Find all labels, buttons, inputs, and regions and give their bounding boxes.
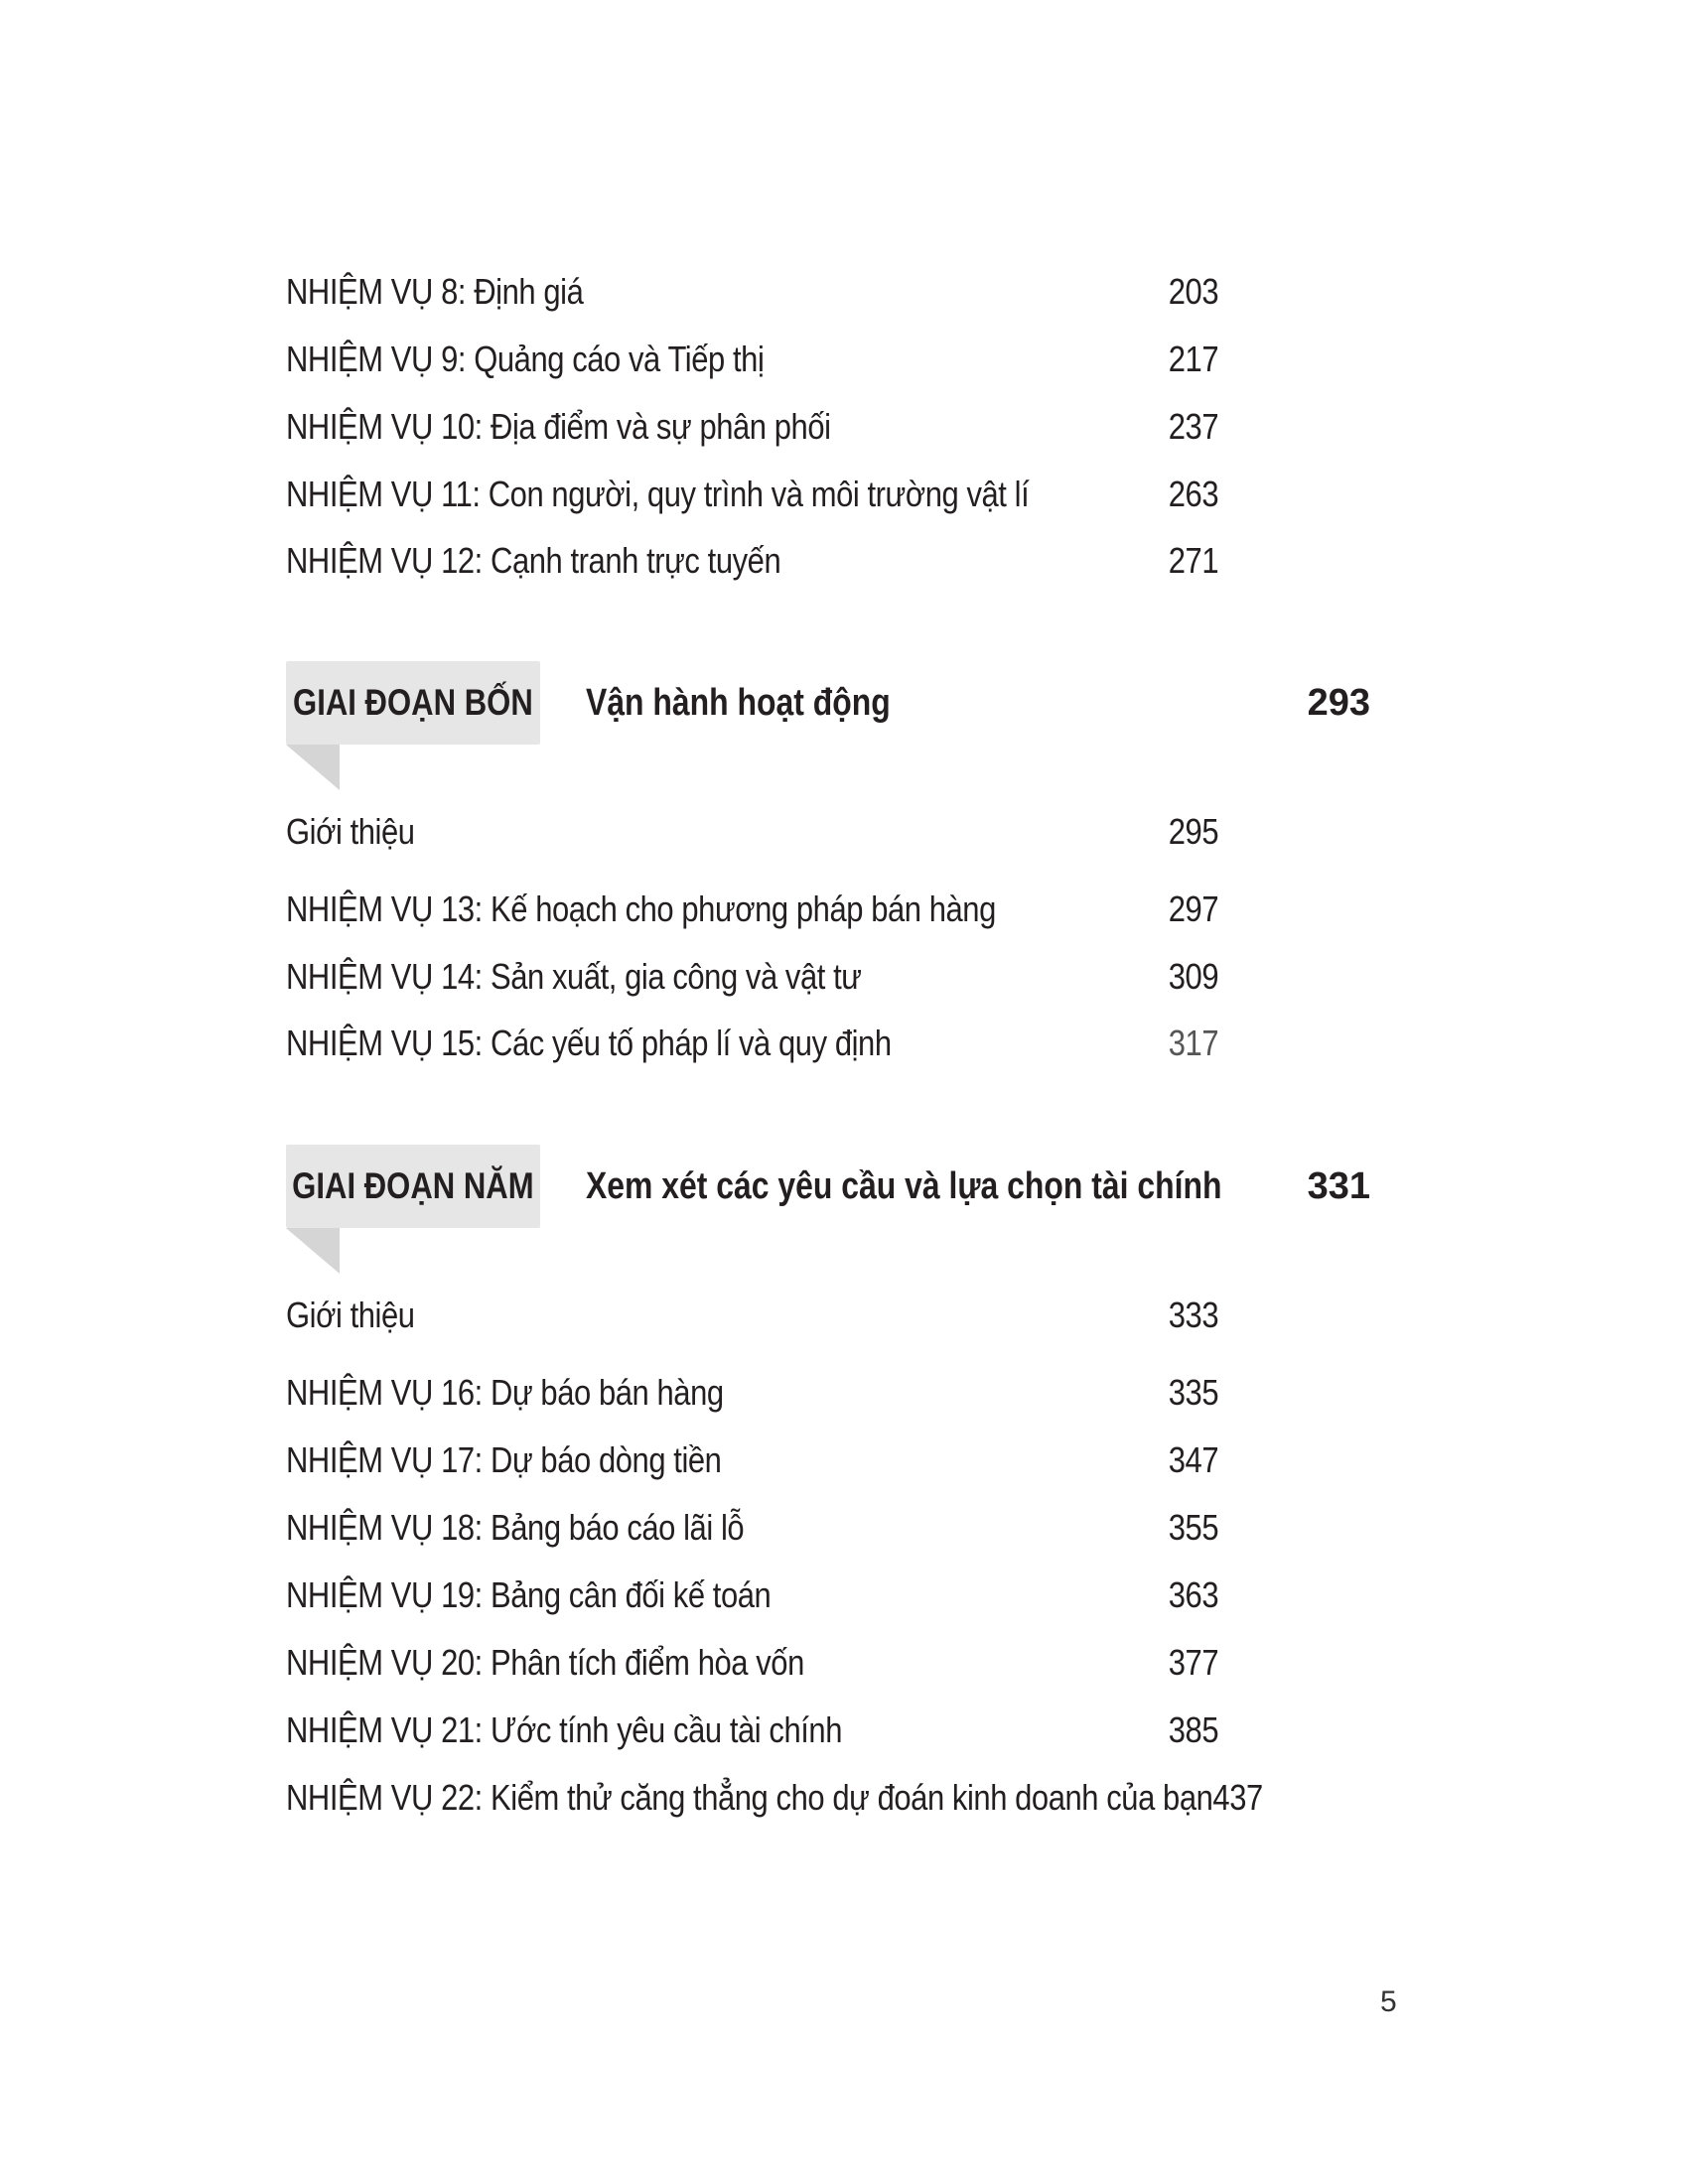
toc-entry-label: NHIỆM VỤ 22: Kiểm thử căng thẳng cho dự đoán kinh doanh của bạn bbox=[286, 1777, 1213, 1818]
toc-entry-intro-stage-five[interactable] bbox=[286, 1288, 1218, 1343]
stage-tab-flag bbox=[286, 745, 340, 790]
toc-entry-page: 347 bbox=[1168, 1439, 1219, 1480]
stage-tab-flag bbox=[286, 1228, 340, 1274]
toc-entry-label: Giới thiệu bbox=[286, 1295, 415, 1335]
toc-entry-task-9[interactable] bbox=[286, 332, 1218, 387]
toc-entry-page: 217 bbox=[1168, 339, 1219, 379]
toc-entry-intro-stage-four[interactable] bbox=[286, 804, 1218, 860]
toc-entry-page: 385 bbox=[1168, 1709, 1219, 1750]
toc-entry-page: 271 bbox=[1168, 540, 1219, 581]
stage-tab-label: GIAI ĐOẠN BỐN bbox=[293, 682, 533, 723]
stage-tab-label: GIAI ĐOẠN NĂM bbox=[292, 1165, 534, 1206]
toc-entry-task-16[interactable] bbox=[286, 1365, 1218, 1421]
toc-entry-task-18[interactable] bbox=[286, 1500, 1218, 1556]
toc-entry-label: NHIỆM VỤ 9: Quảng cáo và Tiếp thị bbox=[286, 339, 765, 379]
toc-entry-task-22[interactable] bbox=[286, 1770, 1263, 1826]
toc-entry-label: Giới thiệu bbox=[286, 811, 415, 852]
toc-entry-label: NHIỆM VỤ 13: Kế hoạch cho phương pháp bán hàng bbox=[286, 888, 996, 929]
toc-entry-page: 363 bbox=[1168, 1574, 1219, 1615]
toc-entry-page: 437 bbox=[1212, 1777, 1263, 1818]
page-number: 5 bbox=[1380, 1985, 1397, 2018]
toc-entry-task-15[interactable] bbox=[286, 1016, 1218, 1071]
toc-entry-page: 309 bbox=[1168, 956, 1219, 997]
toc-entry-page: 237 bbox=[1168, 406, 1219, 447]
stage-four-header[interactable] bbox=[286, 661, 1370, 790]
toc-entry-page: 263 bbox=[1168, 474, 1219, 514]
toc-entry-label: NHIỆM VỤ 17: Dự báo dòng tiền bbox=[286, 1439, 722, 1480]
toc-entry-label: NHIỆM VỤ 21: Ước tính yêu cầu tài chính bbox=[286, 1709, 842, 1750]
toc-entry-task-19[interactable] bbox=[286, 1568, 1218, 1623]
toc-entry-page: 333 bbox=[1168, 1295, 1219, 1335]
stage-five-header[interactable] bbox=[286, 1145, 1370, 1274]
toc-entry-label: NHIỆM VỤ 19: Bảng cân đối kế toán bbox=[286, 1574, 772, 1615]
toc-entry-task-17[interactable] bbox=[286, 1433, 1218, 1488]
stage-tab bbox=[286, 661, 540, 745]
toc-entry-page: 377 bbox=[1168, 1642, 1219, 1683]
stage-page: 331 bbox=[1307, 1164, 1370, 1207]
toc-entry-task-10[interactable] bbox=[286, 399, 1218, 455]
toc-entry-label: NHIỆM VỤ 8: Định giá bbox=[286, 271, 584, 312]
toc-entry-task-20[interactable] bbox=[286, 1635, 1218, 1691]
stage-title: Xem xét các yêu cầu và lựa chọn tài chính bbox=[586, 1164, 1222, 1207]
stage-tab bbox=[286, 1145, 540, 1228]
toc-entry-page: 335 bbox=[1168, 1372, 1219, 1413]
toc-entry-label: NHIỆM VỤ 18: Bảng báo cáo lãi lỗ bbox=[286, 1507, 745, 1548]
toc-entry-task-8[interactable] bbox=[286, 264, 1218, 320]
toc-entry-page: 295 bbox=[1168, 811, 1219, 852]
toc-entry-label: NHIỆM VỤ 10: Địa điểm và sự phân phối bbox=[286, 406, 831, 447]
stage-title: Vận hành hoạt động bbox=[586, 681, 891, 724]
toc-entry-page: 297 bbox=[1168, 888, 1219, 929]
toc-entry-page: 317 bbox=[1168, 1023, 1219, 1063]
toc-entry-task-11[interactable] bbox=[286, 467, 1218, 522]
toc-entry-page: 203 bbox=[1168, 271, 1219, 312]
stage-page: 293 bbox=[1307, 681, 1370, 724]
toc-entry-label: NHIỆM VỤ 14: Sản xuất, gia công và vật tư bbox=[286, 956, 862, 997]
toc-entry-task-14[interactable] bbox=[286, 949, 1218, 1005]
toc-entry-task-13[interactable] bbox=[286, 882, 1218, 937]
toc-entry-task-21[interactable] bbox=[286, 1703, 1218, 1758]
toc-entry-label: NHIỆM VỤ 16: Dự báo bán hàng bbox=[286, 1372, 724, 1413]
toc-entry-label: NHIỆM VỤ 15: Các yếu tố pháp lí và quy định bbox=[286, 1023, 892, 1063]
toc-entry-task-12[interactable] bbox=[286, 533, 1218, 589]
toc-entry-label: NHIỆM VỤ 12: Cạnh tranh trực tuyến bbox=[286, 540, 781, 581]
toc-entry-page: 355 bbox=[1168, 1507, 1219, 1548]
toc-entry-label: NHIỆM VỤ 11: Con người, quy trình và môi trường vật lí bbox=[286, 474, 1030, 514]
toc-entry-label: NHIỆM VỤ 20: Phân tích điểm hòa vốn bbox=[286, 1642, 804, 1683]
